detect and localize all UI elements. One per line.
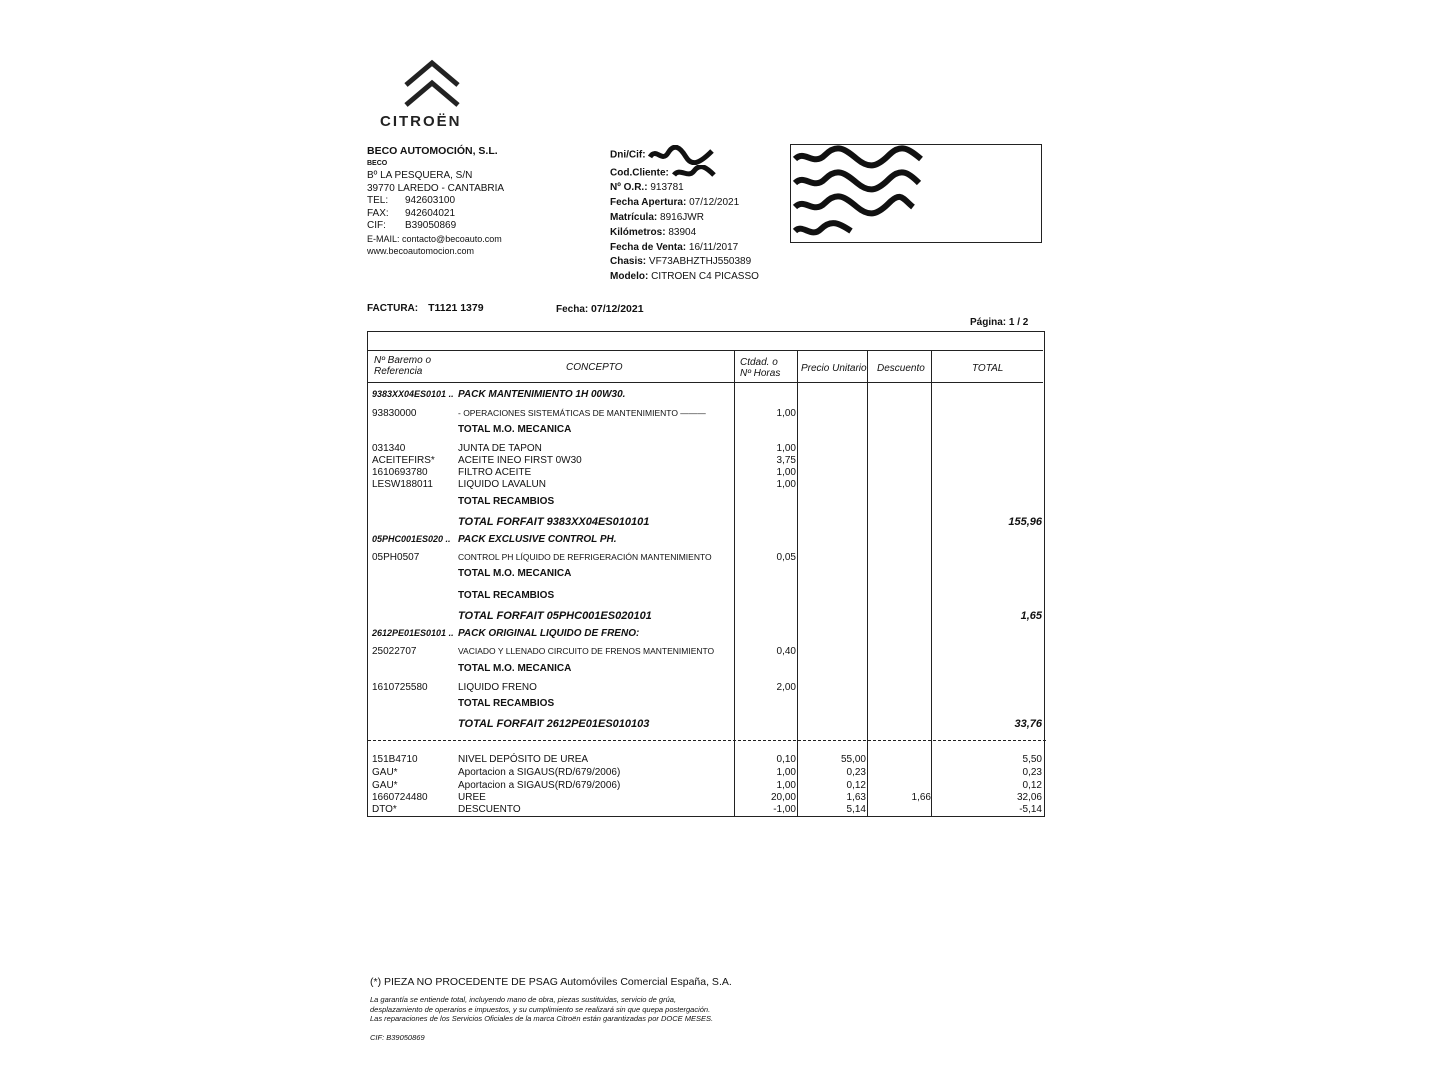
- invoice-table: [367, 331, 1045, 817]
- row-referencia: 93830000: [372, 408, 417, 419]
- company-address2: 39770 LAREDO - CANTABRIA: [367, 182, 505, 194]
- table-row: [368, 408, 1046, 421]
- row-total: 33,76: [1014, 718, 1042, 730]
- table-row: [368, 516, 1046, 529]
- company-email: contacto@becoauto.com: [402, 233, 502, 244]
- factura-number: FACTURA: T1121 1379: [367, 302, 484, 314]
- row-concepto: TOTAL M.O. MECANICA: [458, 424, 572, 435]
- table-row: [368, 496, 1046, 509]
- header-concepto: CONCEPTO: [566, 362, 623, 373]
- row-concepto: JUNTA DE TAPON: [458, 443, 542, 454]
- footer-cif: CIF: B39050869: [370, 1033, 425, 1042]
- row-precio: 55,00: [840, 754, 866, 765]
- row-cantidad: 1,00: [776, 408, 796, 419]
- row-referencia: 1660724480: [372, 792, 428, 803]
- row-cantidad: -1,00: [773, 804, 796, 815]
- table-row: [368, 424, 1046, 437]
- modelo: CITROEN C4 PICASSO: [651, 271, 759, 283]
- table-row: [368, 534, 1046, 547]
- redacted-address-icon: [791, 145, 1041, 241]
- row-total: -5,14: [1019, 804, 1042, 815]
- row-concepto: TOTAL M.O. MECANICA: [458, 663, 572, 674]
- row-referencia: GAU*: [372, 780, 398, 791]
- row-referencia: 1610693780: [372, 467, 428, 478]
- row-cantidad: 1,00: [776, 780, 796, 791]
- row-concepto: PACK ORIGINAL LIQUIDO DE FRENO:: [458, 628, 640, 639]
- factura-fecha: Fecha: 07/12/2021: [556, 303, 644, 315]
- row-total: 5,50: [1022, 754, 1042, 765]
- redacted-scribble-icon: [648, 145, 714, 165]
- row-descuento: 1,66: [911, 792, 931, 803]
- row-concepto: LIQUIDO FRENO: [458, 682, 537, 693]
- row-referencia: DTO*: [372, 804, 397, 815]
- row-concepto: TOTAL FORFAIT 05PHC001ES020101: [458, 610, 652, 622]
- citroen-logo-icon: [380, 55, 485, 115]
- company-short: BECO: [367, 159, 388, 167]
- row-cantidad: 1,00: [776, 443, 796, 454]
- header-total: TOTAL: [972, 363, 1004, 374]
- row-concepto: FILTRO ACEITE: [458, 467, 532, 478]
- row-concepto: PACK EXCLUSIVE CONTROL PH.: [458, 534, 617, 545]
- company-tel: 942603100: [405, 195, 456, 206]
- footer-garantia: La garantía se entiende total, incluyendo mano de obra, piezas sustituidas, servicio de grúa, desplazamiento de operarios e impuestos, y su cumplimiento se realizará sin que quepa postergación. Las reparaciones de los Servicios Oficiales de la marca Citroën están garantizadas por DOCE MESES.: [370, 995, 714, 1023]
- row-referencia: 151B4710: [372, 754, 418, 765]
- customer-address-box: [790, 144, 1042, 243]
- row-concepto: TOTAL RECAMBIOS: [458, 698, 555, 709]
- row-cantidad: 1,00: [776, 767, 796, 778]
- row-concepto: Aportacion a SIGAUS(RD/679/2006): [458, 767, 621, 778]
- table-row: [368, 804, 1046, 817]
- fecha-apertura: 07/12/2021: [689, 197, 740, 209]
- table-row: [368, 646, 1046, 659]
- row-cantidad: 0,40: [776, 646, 796, 657]
- vehicle-info: Dni/Cif: Cod.Cliente: Nº O.R.: 913781 Fecha Apertura: 07/12/2021 Matrícula: 8916JWR Kilómetros: 83904 Fecha de Venta: 16/11/2017 Chasis: VF73ABHZTHJ550389 Modelo: CITROEN C4 PICASSO: [610, 145, 759, 285]
- row-referencia: 05PHC001ES020 ..: [372, 534, 451, 544]
- row-concepto: - OPERACIONES SISTEMÁTICAS DE MANTENIMIENTO ———: [458, 408, 706, 418]
- row-concepto: UREE: [458, 792, 486, 803]
- table-row: [368, 767, 1046, 780]
- row-concepto: LIQUIDO LAVALUN: [458, 479, 546, 490]
- table-row: [368, 479, 1046, 492]
- pagina: Página: 1 / 2: [970, 317, 1029, 328]
- dashed-separator: [368, 740, 1046, 741]
- row-concepto: TOTAL FORFAIT 2612PE01ES010103: [458, 718, 650, 730]
- row-cantidad: 20,00: [770, 792, 796, 803]
- row-concepto: Aportacion a SIGAUS(RD/679/2006): [458, 780, 621, 791]
- fecha-venta: 16/11/2017: [688, 241, 739, 253]
- redacted-scribble-icon: [672, 165, 716, 181]
- row-concepto: TOTAL M.O. MECANICA: [458, 568, 572, 579]
- table-row: [368, 552, 1046, 565]
- table-row: [368, 590, 1046, 603]
- table-row: [368, 682, 1046, 695]
- row-precio: 0,23: [846, 767, 866, 778]
- header-referencia: Nº Baremo o Referencia: [374, 355, 432, 377]
- row-precio: 5,14: [846, 804, 866, 815]
- row-concepto: TOTAL RECAMBIOS: [458, 590, 555, 601]
- row-precio: 1,63: [846, 792, 866, 803]
- kilometros: 83904: [668, 226, 697, 238]
- row-referencia: 031340: [372, 443, 406, 454]
- row-concepto: NIVEL DEPÓSITO DE UREA: [458, 754, 589, 765]
- row-total: 0,12: [1022, 780, 1042, 791]
- row-cantidad: 0,05: [776, 552, 796, 563]
- chasis: VF73ABHZTHJ550389: [648, 256, 752, 268]
- footer-pieza-note: (*) PIEZA NO PROCEDENTE DE PSAG Automóviles Comercial España, S.A.: [370, 976, 732, 988]
- row-concepto: TOTAL RECAMBIOS: [458, 496, 555, 507]
- company-cif: B39050869: [405, 220, 457, 231]
- table-row: [368, 663, 1046, 676]
- company-name: BECO AUTOMOCIÓN, S.L.: [367, 145, 498, 157]
- company-address1: Bº LA PESQUERA, S/N: [367, 170, 473, 181]
- company-web: www.becoautomocion.com: [367, 246, 475, 256]
- matricula: 8916JWR: [660, 212, 704, 224]
- brand-wordmark: CITROËN: [380, 113, 462, 130]
- row-cantidad: 2,00: [776, 682, 796, 693]
- header-descuento: Descuento: [877, 363, 925, 374]
- row-concepto: ACEITE INEO FIRST 0W30: [458, 455, 582, 466]
- row-concepto: DESCUENTO: [458, 804, 521, 815]
- table-row: [368, 568, 1046, 581]
- table-row: [368, 610, 1046, 623]
- row-cantidad: 1,00: [776, 479, 796, 490]
- row-referencia: ACEITEFIRS*: [372, 455, 435, 466]
- company-info: BECO AUTOMOCIÓN, S.L. BECO Bº LA PESQUERA, S/N 39770 LAREDO - CANTABRIA TEL: 942603100 FAX: 942604021 CIF: B39050869 E-MAIL: contacto@becoauto.com www.becoautomocion.com: [367, 145, 505, 256]
- table-row: [368, 628, 1046, 641]
- row-referencia: 9383XX04ES0101 ..: [372, 389, 454, 399]
- row-referencia: 05PH0507: [372, 552, 420, 563]
- or-number: 913781: [650, 182, 684, 194]
- row-cantidad: 1,00: [776, 467, 796, 478]
- row-referencia: GAU*: [372, 767, 398, 778]
- row-concepto: CONTROL PH LÍQUIDO DE REFRIGERACIÓN MANTENIMIENTO: [458, 552, 712, 562]
- row-referencia: 2612PE01ES0101 ..: [372, 628, 454, 638]
- table-row: [368, 754, 1046, 767]
- header-cantidad: Ctdad. o Nº Horas: [740, 357, 781, 379]
- row-referencia: LESW188011: [372, 479, 433, 490]
- row-concepto: TOTAL FORFAIT 9383XX04ES010101: [458, 516, 650, 528]
- row-cantidad: 0,10: [776, 754, 796, 765]
- row-concepto: PACK MANTENIMIENTO 1H 00W30.: [458, 389, 626, 400]
- row-precio: 0,12: [846, 780, 866, 791]
- table-row: [368, 698, 1046, 711]
- row-total: 1,65: [1020, 610, 1042, 622]
- row-cantidad: 3,75: [776, 455, 796, 466]
- row-referencia: 1610725580: [372, 682, 428, 693]
- company-fax: 942604021: [405, 207, 456, 219]
- row-total: 32,06: [1016, 792, 1042, 803]
- header-precio: Precio Unitario: [801, 363, 867, 374]
- row-total: 155,96: [1008, 516, 1042, 528]
- row-referencia: 25022707: [372, 646, 417, 657]
- row-concepto: VACIADO Y LLENADO CIRCUITO DE FRENOS MANTENIMIENTO: [458, 646, 715, 656]
- row-total: 0,23: [1022, 767, 1042, 778]
- table-row: [368, 718, 1046, 731]
- table-row: [368, 389, 1046, 402]
